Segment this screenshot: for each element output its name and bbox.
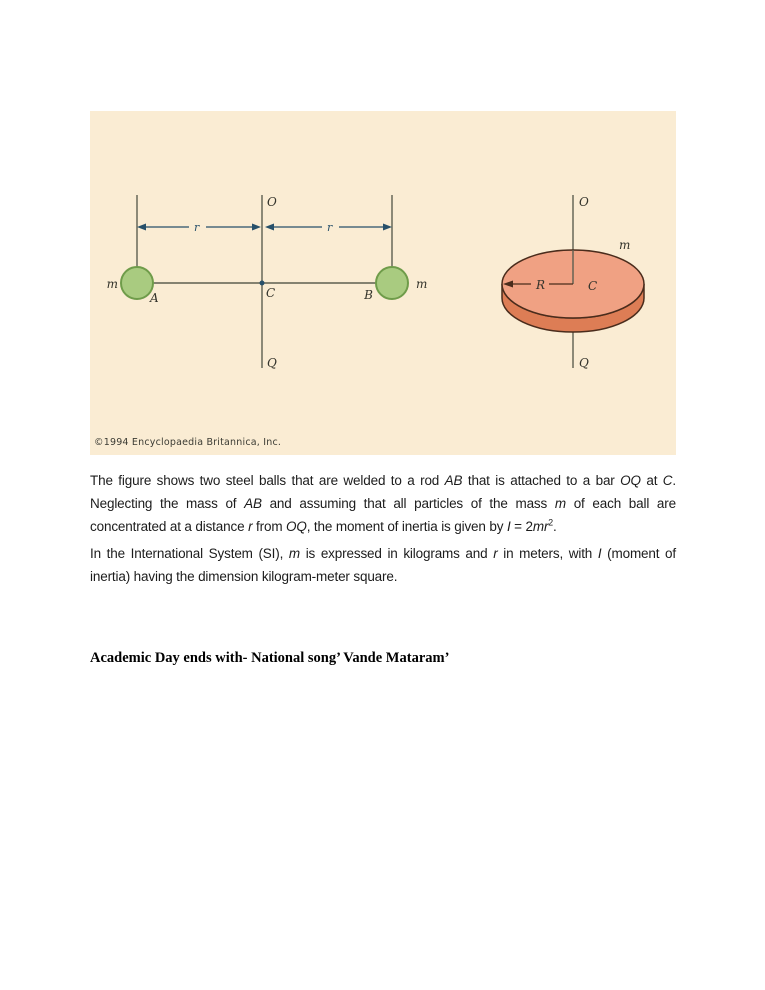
dimension-arrow-left [137,221,261,234]
text-segment: AB [444,473,463,488]
text-segment: . [672,473,676,488]
text-segment: I [597,546,602,561]
ball-b [376,267,408,299]
text-segment: 2 [548,517,554,528]
text-segment: is expressed in kilograms and [300,546,494,561]
text-segment: and assuming that all particles of the mass [261,496,555,511]
text-segment: I [506,519,511,534]
point-c-dot [260,281,265,286]
text-segment: inertia) having the dimension kilogram-meter square. [90,569,398,584]
right-axis-label-q: Q [579,356,589,370]
left-axis-label-o: O [267,195,277,209]
paragraph-line [90,515,676,538]
label-c-disk: C [588,279,598,293]
paragraph-figure-description [90,469,676,538]
paragraph-si-units [90,542,676,588]
label-radius: R [536,278,546,292]
left-diagram [107,195,428,370]
figure-canvas [90,111,676,455]
arrowhead-left-inner [252,224,261,231]
text-segment: . [553,519,557,534]
text-segment: m [554,496,566,511]
text-segment: from [252,519,287,534]
label-c: C [266,286,276,300]
text-segment: AB [244,496,262,511]
paragraph-line [90,542,676,565]
text-segment: r [493,546,498,561]
label-b: B [364,288,373,302]
paragraph-line [90,469,676,492]
text-segment: in meters, with [497,546,598,561]
text-segment: Neglecting the mass of [90,496,245,511]
section-heading: Academic Day ends with- National song’ Vande Mataram’ [90,650,450,666]
label-a: A [150,291,159,305]
text-segment: (moment of [601,546,677,561]
text-segment: concentrated at a distance [90,519,249,534]
text-segment: C [662,473,673,488]
left-axis-label-q: Q [267,356,277,370]
right-diagram [502,195,644,370]
text-segment: In the International System (SI), [90,546,289,561]
text-segment: = 2 [510,519,533,534]
arrowhead-right-outer [383,224,392,231]
label-r-left: r [194,221,200,234]
paragraph-line [90,565,676,588]
right-axis-label-o: O [579,195,589,209]
text-segment: at [640,473,663,488]
label-m-disk: m [619,238,631,252]
text-segment: , the moment of inertia is given by [306,519,507,534]
text-segment: of each ball are [565,496,676,511]
text-segment: mr [532,519,549,534]
figure-credit: ©1994 Encyclopaedia Britannica, Inc. [94,437,282,448]
text-segment: OQ [286,519,307,534]
moment-of-inertia-figure [90,111,676,455]
label-m-right: m [416,277,428,291]
text-segment: The figure shows two steel balls that are welded to a rod [90,473,445,488]
text-segment: that is attached to a bar [462,473,621,488]
ball-a [121,267,153,299]
arrowhead-right-inner [265,224,274,231]
paragraph-line [90,492,676,515]
text-segment: OQ [620,473,641,488]
text-segment: m [288,546,301,561]
label-m-left: m [106,277,118,291]
text-segment: r [248,519,253,534]
label-r-right: r [327,221,333,234]
dimension-arrow-right [265,221,392,234]
